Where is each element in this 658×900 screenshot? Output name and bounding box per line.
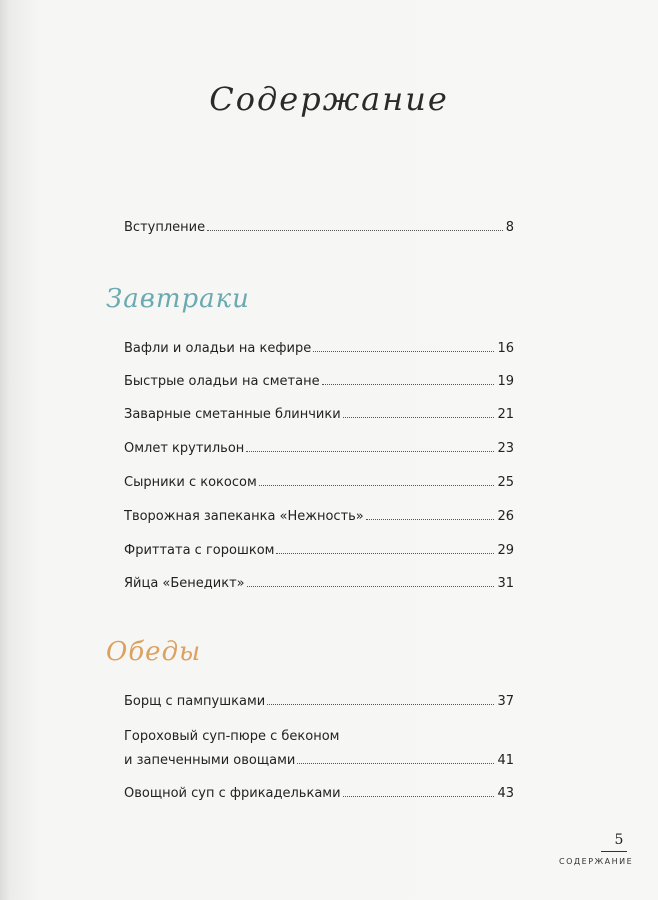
page-number: 5	[614, 832, 624, 848]
toc-entry-page: 41	[497, 753, 514, 768]
toc-entry-label: Творожная запеканка «Нежность»	[124, 509, 364, 524]
toc-entry-page: 8	[505, 220, 514, 235]
toc-entry-label: Вафли и оладьи на кефире	[124, 341, 312, 356]
toc-entry-label: Овощной суп с фрикадельками	[124, 786, 341, 801]
toc-entry	[124, 440, 514, 458]
toc-entry-label: Борщ с пампушками	[124, 694, 266, 709]
dot-leader	[246, 450, 494, 452]
toc-entry	[124, 340, 514, 358]
running-head: СОДЕРЖАНИЕ	[559, 857, 634, 866]
toc-entry-intro	[124, 219, 514, 237]
toc-entry	[124, 406, 514, 424]
section-heading-breakfast: Завтраки	[106, 284, 250, 314]
toc-entry-label-line1: Гороховый суп-пюре с беконом	[124, 729, 340, 744]
dot-leader	[207, 229, 503, 231]
footer-rule	[601, 851, 627, 852]
toc-entry-label: Фриттата с горошком	[124, 543, 275, 558]
dot-leader	[343, 795, 495, 797]
dot-leader	[322, 383, 495, 385]
toc-entry-page: 37	[497, 694, 514, 709]
dot-leader	[247, 585, 495, 587]
toc-entry-page: 19	[497, 374, 514, 389]
toc-entry	[124, 575, 514, 593]
dot-leader	[267, 703, 494, 705]
page-title: Содержание	[209, 80, 449, 118]
toc-entry	[124, 474, 514, 492]
toc-entry	[124, 693, 514, 711]
toc-entry-label-line2: и запеченными овощами	[124, 753, 296, 768]
toc-entry	[124, 373, 514, 391]
dot-leader	[297, 762, 494, 764]
toc-entry	[124, 785, 514, 803]
dot-leader	[276, 552, 494, 554]
toc-entry-label: Омлет крутильон	[124, 441, 245, 456]
toc-entry	[124, 542, 514, 560]
toc-entry-multiline	[124, 725, 514, 773]
toc-entry-page: 21	[497, 407, 514, 422]
section-heading-lunch: Обеды	[106, 637, 202, 667]
toc-entry-label: Быстрые оладьи на сметане	[124, 374, 320, 389]
dot-leader	[343, 416, 495, 418]
toc-entry-page: 26	[497, 509, 514, 524]
toc-entry-label: Яйца «Бенедикт»	[124, 576, 245, 591]
dot-leader	[259, 484, 495, 486]
toc-entry	[124, 508, 514, 526]
dot-leader	[366, 518, 495, 520]
toc-entry-label: Сырники с кокосом	[124, 475, 257, 490]
dot-leader	[313, 350, 494, 352]
toc-entry-page: 16	[497, 341, 514, 356]
toc-entry-page: 25	[497, 475, 514, 490]
toc-entry-page: 43	[497, 786, 514, 801]
toc-entry-label: Заварные сметанные блинчики	[124, 407, 341, 422]
toc-entry-page: 29	[497, 543, 514, 558]
toc-entry-label: Вступление	[124, 220, 206, 235]
toc-entry-page: 31	[497, 576, 514, 591]
toc-entry-row	[124, 749, 514, 773]
toc-entry-page: 23	[497, 441, 514, 456]
